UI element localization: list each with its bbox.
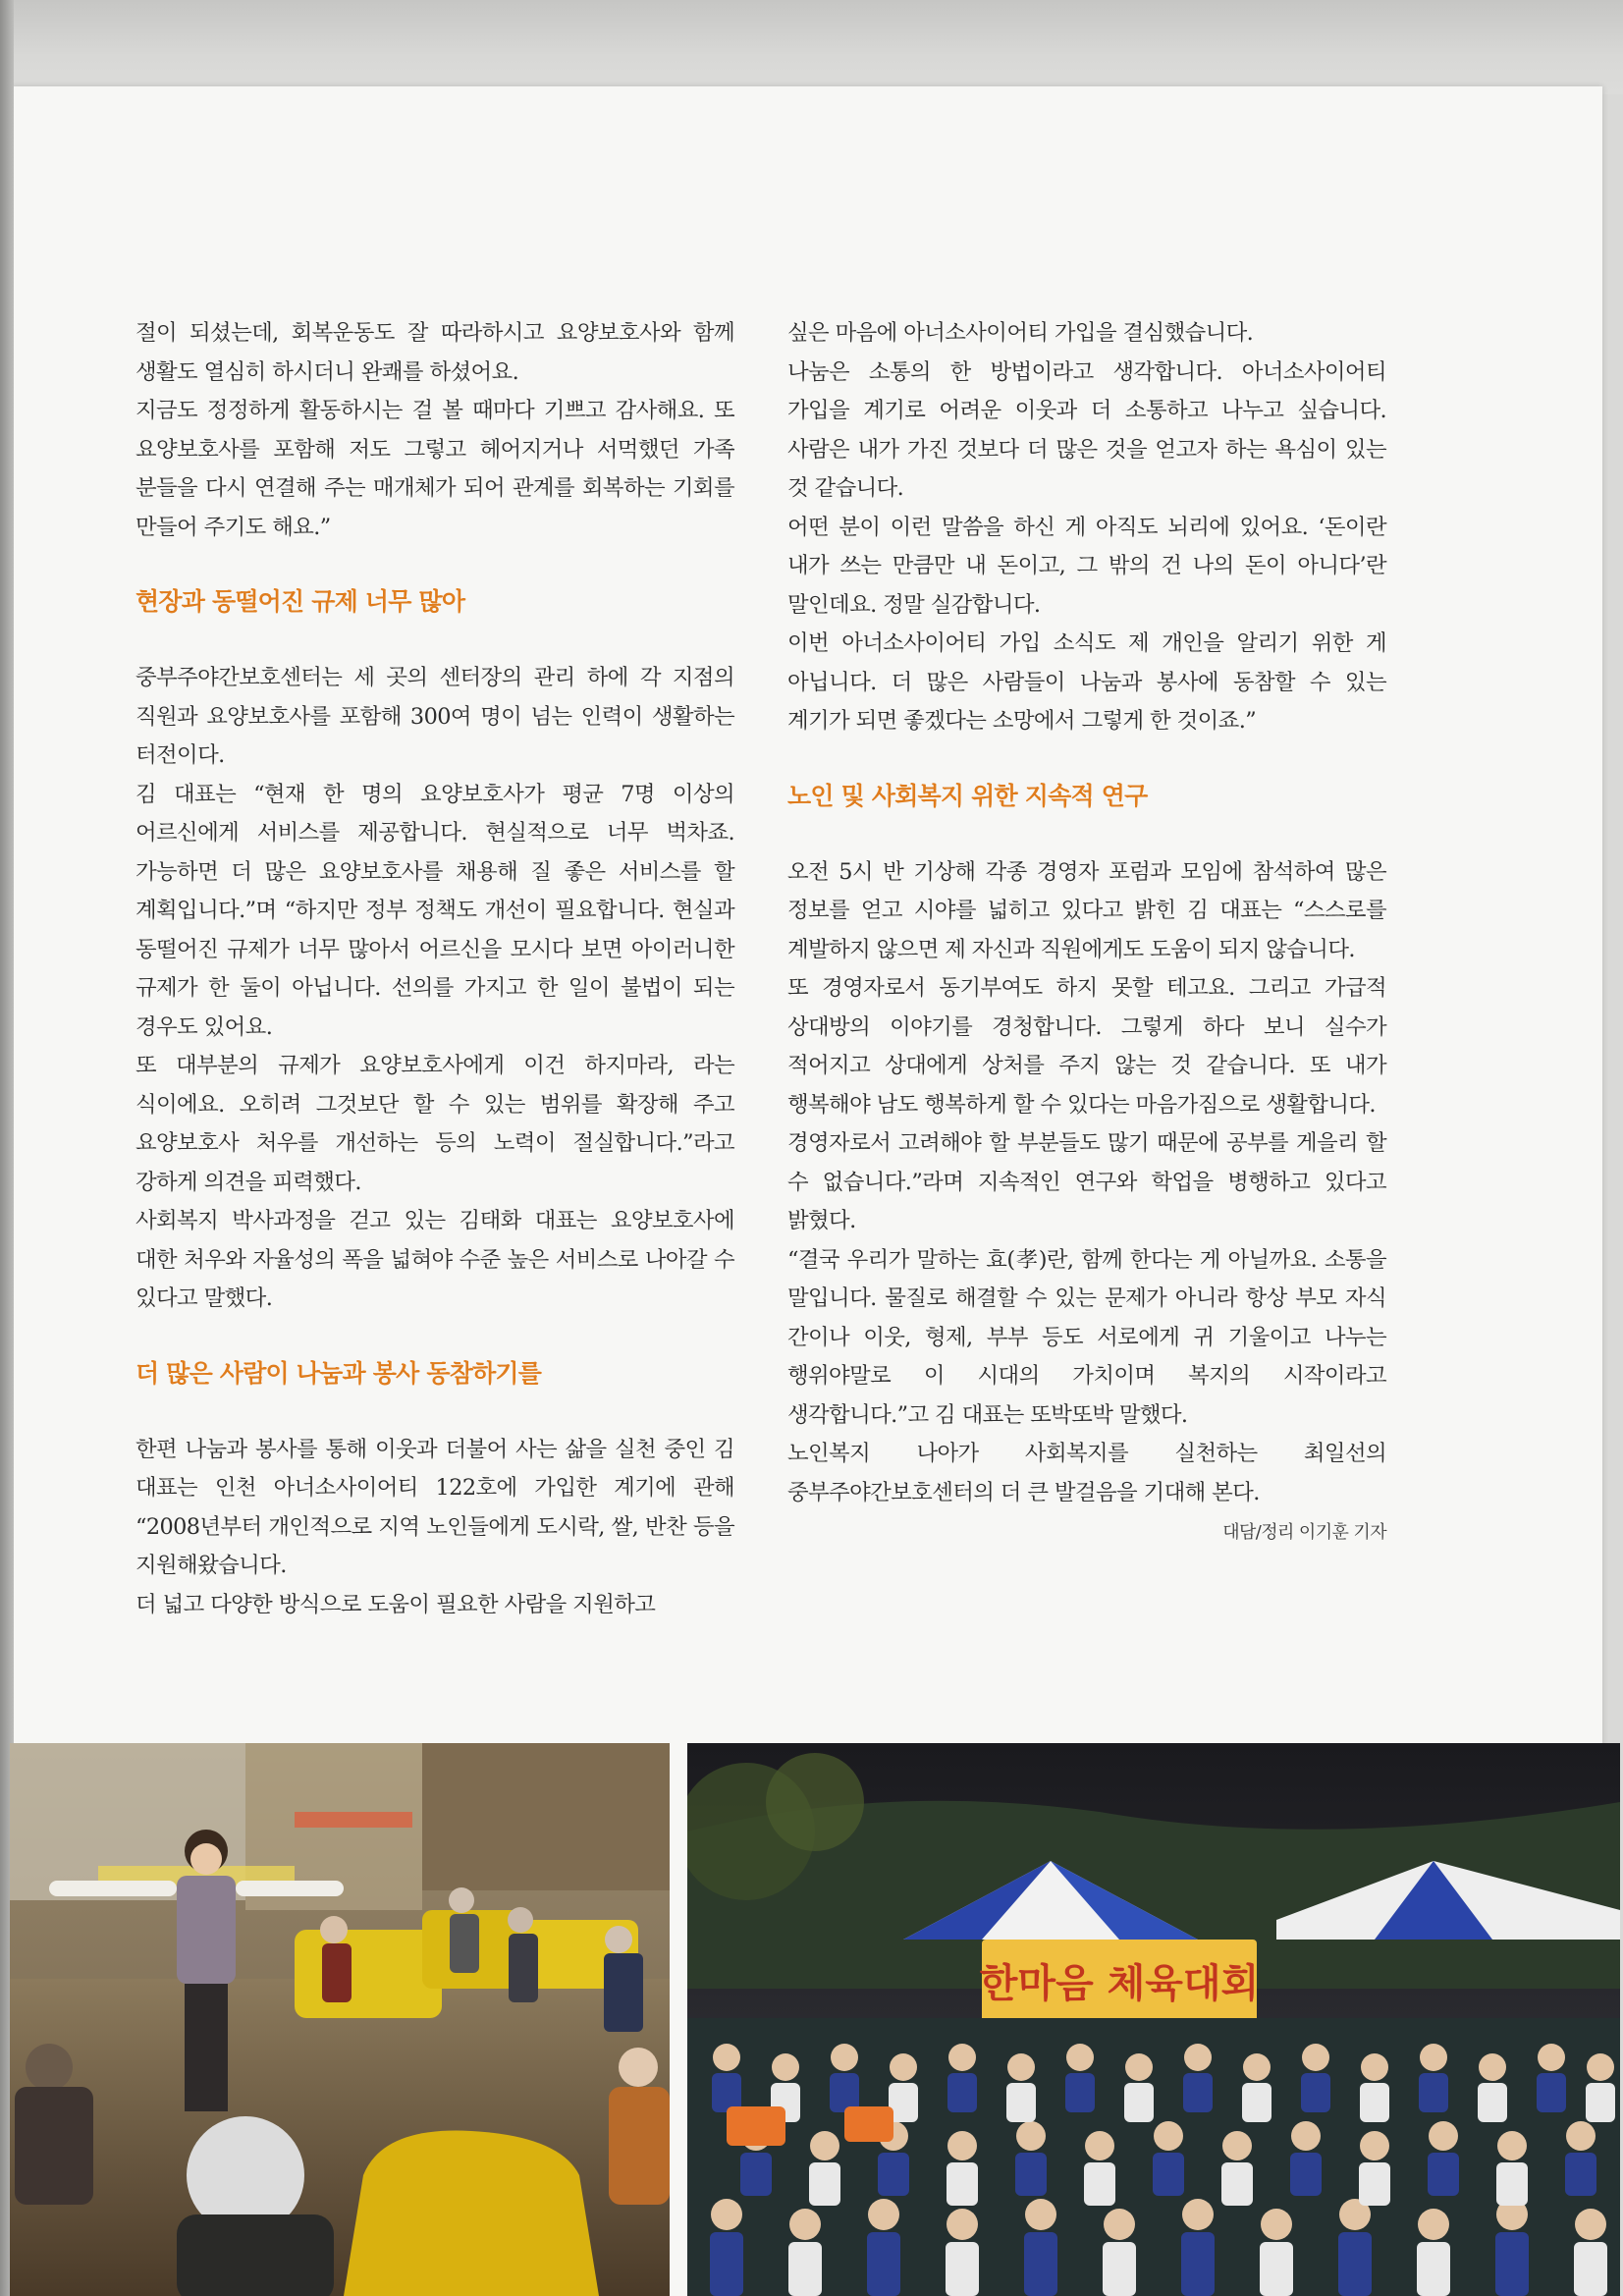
article-left-column [135, 314, 734, 1624]
paragraph: 중부주야간보호센터는 세 곳의 센터장의 관리 하에 각 지점의 직원과 요양보호사를 포함해 300여 명이 넘는 인력이 생활하는 터전이다. [135, 665, 734, 768]
paragraph: 어떤 분이 이런 말씀을 하신 게 아직도 뇌리에 있어요. ‘돈이란 내가 쓰는 만큼만 내 돈이고, 그 밖의 건 나의 돈이 아니다’란 말인데요. 정말 실감합니다. [787, 514, 1386, 618]
section-heading: 현장과 동떨어진 규제 너무 많아 [135, 587, 465, 616]
paragraph: 김 대표는 “현재 한 명의 요양보호사가 평균 7명 이상의 어르신에게 서비스를 제공합니다. 현실적으로 너무 벅차죠. 가능하면 더 많은 요양보호사를 채용해 질 좋은 서비스를 할 계획입니다.”며 “하지만 정부 정책도 개선이 필요합니다. 현실과 동떨어진 규제가 너무 많아서 어르신을 모시다 보면 아이러니한 규제가 한 둘이 아닙니다. 선의를 가지고 한 일이 불법이 되는 경우도 있어요. [135, 781, 734, 1040]
paragraph: 한편 나눔과 봉사를 통해 이웃과 더불어 사는 삶을 실천 중인 김 대표는 인천 아너소사이어티 122호에 가입한 계기에 관해 “2008년부터 개인적으로 지역 노인들에게 도시락, 쌀, 반찬 등을 지원해왔습니다. [135, 1436, 734, 1578]
paragraph: 오전 5시 반 기상해 각종 경영자 포럼과 모임에 참석하여 많은 정보를 얻고 시야를 넓히고 있다고 밝힌 김 대표는 “스스로를 계발하지 않으면 제 자신과 직원에게도 도움이 되지 않습니다. [787, 858, 1386, 962]
paragraph: 나눔은 소통의 한 방법이라고 생각합니다. 아너소사이어티 가입을 계기로 어려운 이웃과 더 소통하고 나누고 싶습니다. 사람은 내가 가진 것보다 더 많은 것을 얻고자 하는 욕심이 있는 것 같습니다. [787, 358, 1386, 501]
paragraph: 또 대부분의 규제가 요양보호사에게 이건 하지마라, 라는 식이에요. 오히려 그것보단 할 수 있는 범위를 확장해 주고 요양보호사 처우를 개선하는 등의 노력이 절실합니다.”라고 강하게 의견을 피력했다. [135, 1053, 734, 1195]
photo-sports-day-group [687, 1743, 1620, 2296]
banner-text: 한마음 체육대회 [979, 1961, 1260, 2006]
photo-indoor-activity [10, 1743, 670, 2296]
paragraph: 절이 되셨는데, 회복운동도 잘 따라하시고 요양보호사와 함께 생활도 열심히 하시더니 완쾌를 하셨어요. [135, 320, 734, 385]
paragraph: “결국 우리가 말하는 효(孝)란, 함께 한다는 게 아닐까요. 소통을 말입니다. 물질로 해결할 수 있는 문제가 아니라 항상 부모 자식 간이나 이웃, 형제, 부부 등도 서로에게 귀 기울이고 나누는 행위야말로 이 시대의 가치이며 복지의 시작이라고 생각합니다.”고 김 대표는 또박또박 말했다. [787, 1246, 1386, 1428]
paragraph: 지금도 정정하게 활동하시는 걸 볼 때마다 기쁘고 감사해요. 또 요양보호사를 포함해 저도 그렇고 헤어지거나 서먹했던 가족 분들을 다시 연결해 주는 매개체가 되어 관계를 회복하는 기회를 만들어 주기도 해요.” [135, 398, 734, 540]
section-heading: 노인 및 사회복지 위한 지속적 연구 [787, 781, 1148, 810]
paragraph: 이번 아너소사이어티 가입 소식도 제 개인을 알리기 위한 게 아닙니다. 더 많은 사람들이 나눔과 봉사에 동참할 수 있는 계기가 되면 좋겠다는 소망에서 그렇게 한 것이죠.” [787, 630, 1386, 734]
paragraph: 경영자로서 고려해야 할 부분들도 많기 때문에 공부를 게을리 할 수 없습니다.”라며 지속적인 연구와 학업을 병행하고 있다고 밝혔다. [787, 1130, 1386, 1233]
paragraph: 사회복지 박사과정을 걷고 있는 김태화 대표는 요양보호사에 대한 처우와 자율성의 폭을 넓혀야 수준 높은 서비스로 나아갈 수 있다고 말했다. [135, 1208, 734, 1311]
article-right-column [787, 314, 1386, 1548]
paragraph: 또 경영자로서 동기부여도 하지 못할 테고요. 그리고 가급적 상대방의 이야기를 경청합니다. 그렇게 하다 보니 실수가 적어지고 상대에게 상처를 주지 않는 것 같습니다. 또 내가 행복해야 남도 행복하게 할 수 있다는 마음가짐으로 생활합니다. [787, 975, 1386, 1118]
byline: 대담/정리 이기훈 기자 [1222, 1522, 1386, 1543]
paragraph: 싶은 마음에 아너소사이어티 가입을 결심했습니다. [787, 320, 1254, 346]
scan-top-margin [0, 0, 1623, 94]
photo-indoor-activity-image [10, 1743, 670, 2296]
section-heading: 더 많은 사람이 나눔과 봉사 동참하기를 [135, 1358, 542, 1388]
photo-sports-day-image [687, 1743, 1620, 2296]
paragraph: 더 넓고 다양한 방식으로 도움이 필요한 사람을 지원하고 [135, 1591, 656, 1617]
paragraph: 노인복지 나아가 사회복지를 실천하는 최일선의 중부주야간보호센터의 더 큰 발걸음을 기대해 본다. [787, 1441, 1386, 1505]
